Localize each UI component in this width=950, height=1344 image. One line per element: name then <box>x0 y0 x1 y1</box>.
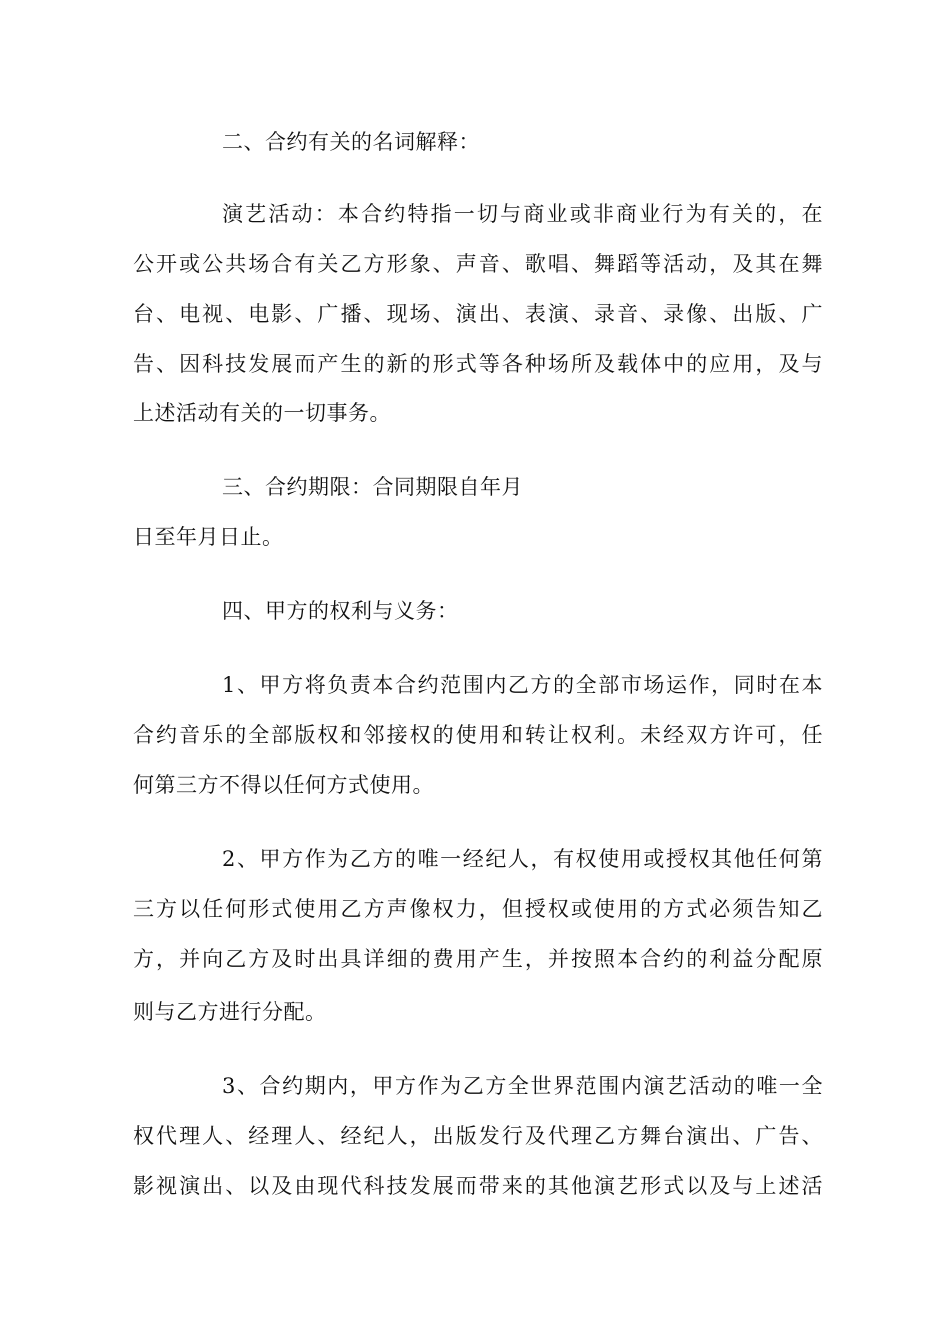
paragraph-line: 2、甲方作为乙方的唯一经纪人，有权使用或授权其他任何第 <box>222 847 823 871</box>
paragraph-line: 演艺活动：本合约特指一切与商业或非商业行为有关的，在 <box>222 202 823 226</box>
paragraph-line: 上述活动有关的一切事务。 <box>133 401 391 425</box>
paragraph-line: 影视演出、以及由现代科技发展而带来的其他演艺形式以及与上述活 <box>133 1174 823 1198</box>
paragraph-line: 合约音乐的全部版权和邻接权的使用和转让权利。未经双方许可，任 <box>133 723 823 747</box>
paragraph-line: 日至年月日止。 <box>133 525 284 549</box>
paragraph-line: 何第三方不得以任何方式使用。 <box>133 773 434 797</box>
paragraph-line: 1、甲方将负责本合约范围内乙方的全部市场运作，同时在本 <box>222 673 823 697</box>
paragraph-line: 公开或公共场合有关乙方形象、声音、歌唱、舞蹈等活动，及其在舞 <box>133 252 823 276</box>
section-heading-4: 四、甲方的权利与义务： <box>222 599 459 623</box>
paragraph-line: 则与乙方进行分配。 <box>133 1000 327 1024</box>
paragraph-line: 三方以任何形式使用乙方声像权力，但授权或使用的方式必须告知乙 <box>133 897 823 921</box>
paragraph-line: 3、合约期内，甲方作为乙方全世界范围内演艺活动的唯一全 <box>222 1074 823 1098</box>
paragraph-line: 权代理人、经理人、经纪人，出版发行及代理乙方舞台演出、广告、 <box>133 1124 823 1148</box>
section-heading-2: 二、合约有关的名词解释： <box>222 130 480 154</box>
paragraph-line: 台、电视、电影、广播、现场、演出、表演、录音、录像、出版、广 <box>133 302 823 326</box>
section-heading-3: 三、合约期限：合同期限自年月 <box>222 475 523 499</box>
paragraph-line: 方，并向乙方及时出具详细的费用产生，并按照本合约的利益分配原 <box>133 947 823 971</box>
paragraph-line: 告、因科技发展而产生的新的形式等各种场所及载体中的应用，及与 <box>133 352 823 376</box>
